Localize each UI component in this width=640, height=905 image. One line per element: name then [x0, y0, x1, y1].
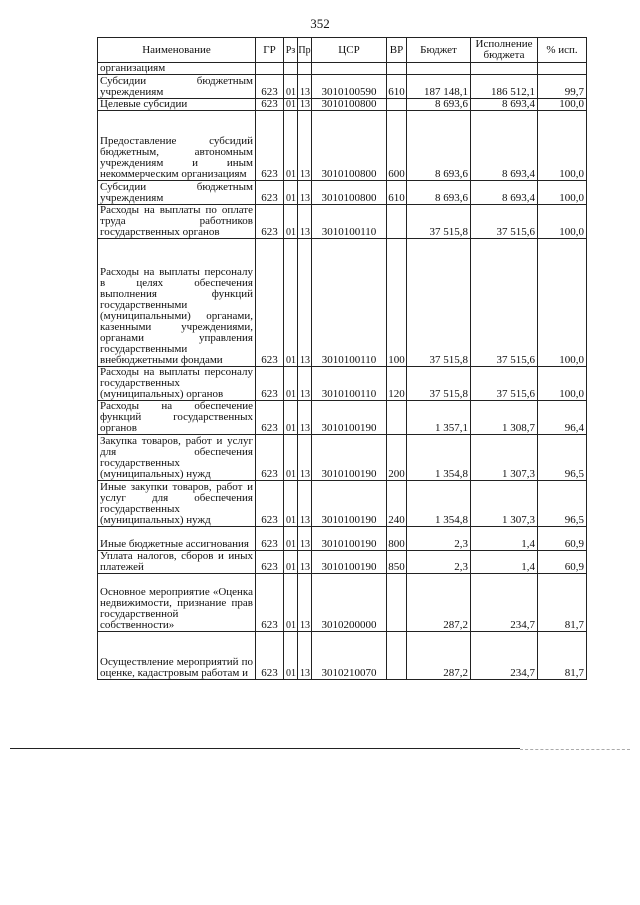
budget-table	[97, 37, 587, 680]
bottom-rule	[10, 748, 520, 749]
cell-name: Предоставление субсидий бюджетным, автономным учреждениям и иным некоммерческим организациям	[98, 111, 256, 181]
cell-execution: 8 693,4	[471, 99, 538, 111]
cell-vr	[387, 63, 407, 75]
cell-csr: 3010100800	[312, 181, 387, 205]
cell-gr: 623	[256, 435, 284, 481]
table-row	[98, 75, 587, 99]
header-name: Наименование	[98, 38, 256, 63]
table-row	[98, 574, 587, 632]
cell-name: Расходы на выплаты персоналу в целях обеспечения выполнения функций государственными (муниципальными) органами, казенными учреждениями, органами управления государственными внебюджетными фондами	[98, 239, 256, 367]
cell-pr: 13	[298, 551, 312, 574]
cell-execution: 8 693,4	[471, 111, 538, 181]
cell-csr: 3010100110	[312, 239, 387, 367]
cell-budget: 37 515,8	[407, 205, 471, 239]
cell-rz: 01	[284, 574, 298, 632]
cell-vr: 240	[387, 481, 407, 527]
cell-percent: 60,9	[538, 527, 587, 551]
cell-name: Основное мероприятие «Оценка недвижимости, признание прав государственной собственности»	[98, 574, 256, 632]
header-gr: ГР	[256, 38, 284, 63]
cell-gr: 623	[256, 205, 284, 239]
cell-csr: 3010100800	[312, 99, 387, 111]
table-row	[98, 481, 587, 527]
cell-name: Расходы на выплаты персоналу государственных (муниципальных) органов	[98, 367, 256, 401]
cell-vr: 100	[387, 239, 407, 367]
cell-budget: 2,3	[407, 551, 471, 574]
cell-pr: 13	[298, 239, 312, 367]
cell-gr: 623	[256, 481, 284, 527]
cell-vr	[387, 632, 407, 680]
header-vr: ВР	[387, 38, 407, 63]
cell-execution: 1 307,3	[471, 481, 538, 527]
cell-percent	[538, 63, 587, 75]
cell-pr: 13	[298, 435, 312, 481]
cell-execution: 234,7	[471, 632, 538, 680]
table-row	[98, 527, 587, 551]
cell-budget: 37 515,8	[407, 239, 471, 367]
cell-name: Субсидии бюджетным учреждениям	[98, 181, 256, 205]
cell-rz: 01	[284, 632, 298, 680]
cell-gr: 623	[256, 551, 284, 574]
cell-percent: 81,7	[538, 574, 587, 632]
cell-budget: 1 357,1	[407, 401, 471, 435]
cell-rz: 01	[284, 75, 298, 99]
cell-gr: 623	[256, 574, 284, 632]
cell-percent: 96,5	[538, 435, 587, 481]
cell-name: Иные бюджетные ассигнования	[98, 527, 256, 551]
cell-name: Расходы на выплаты по оплате труда работников государственных органов	[98, 205, 256, 239]
cell-csr: 3010100110	[312, 367, 387, 401]
cell-percent: 100,0	[538, 205, 587, 239]
cell-execution: 37 515,6	[471, 367, 538, 401]
cell-pr: 13	[298, 367, 312, 401]
cell-percent: 81,7	[538, 632, 587, 680]
cell-pr: 13	[298, 632, 312, 680]
cell-gr: 623	[256, 632, 284, 680]
cell-budget: 1 354,8	[407, 481, 471, 527]
cell-budget: 287,2	[407, 574, 471, 632]
table-row	[98, 401, 587, 435]
table-row	[98, 111, 587, 181]
cell-execution: 37 515,6	[471, 205, 538, 239]
cell-csr: 3010210070	[312, 632, 387, 680]
cell-percent: 60,9	[538, 551, 587, 574]
cell-execution: 1,4	[471, 527, 538, 551]
cell-rz: 01	[284, 551, 298, 574]
cell-execution: 186 512,1	[471, 75, 538, 99]
cell-pr: 13	[298, 527, 312, 551]
cell-budget: 187 148,1	[407, 75, 471, 99]
cell-execution: 1 308,7	[471, 401, 538, 435]
cell-vr	[387, 205, 407, 239]
table-row	[98, 367, 587, 401]
cell-name: организациям	[98, 63, 256, 75]
cell-budget	[407, 63, 471, 75]
bottom-rule-faint	[520, 749, 630, 750]
cell-vr: 850	[387, 551, 407, 574]
cell-vr: 200	[387, 435, 407, 481]
cell-percent: 99,7	[538, 75, 587, 99]
cell-percent: 100,0	[538, 111, 587, 181]
cell-percent: 100,0	[538, 367, 587, 401]
cell-gr: 623	[256, 367, 284, 401]
cell-csr: 3010100190	[312, 481, 387, 527]
cell-name: Расходы на обеспечение функций государственных органов	[98, 401, 256, 435]
cell-rz: 01	[284, 205, 298, 239]
cell-csr: 3010100190	[312, 527, 387, 551]
cell-gr: 623	[256, 239, 284, 367]
cell-name: Уплата налогов, сборов и иных платежей	[98, 551, 256, 574]
cell-gr: 623	[256, 401, 284, 435]
cell-csr: 3010100800	[312, 111, 387, 181]
cell-rz	[284, 63, 298, 75]
cell-percent: 100,0	[538, 181, 587, 205]
cell-budget: 8 693,6	[407, 99, 471, 111]
table-row	[98, 181, 587, 205]
cell-rz: 01	[284, 527, 298, 551]
cell-pr: 13	[298, 481, 312, 527]
table-header-row	[98, 38, 587, 63]
cell-execution: 1 307,3	[471, 435, 538, 481]
header-percent: % исп.	[538, 38, 587, 63]
cell-percent: 100,0	[538, 99, 587, 111]
cell-budget: 2,3	[407, 527, 471, 551]
cell-rz: 01	[284, 481, 298, 527]
cell-percent: 96,5	[538, 481, 587, 527]
header-budget: Бюджет	[407, 38, 471, 63]
table-row	[98, 435, 587, 481]
table-row	[98, 63, 587, 75]
cell-csr: 3010100110	[312, 205, 387, 239]
cell-execution: 234,7	[471, 574, 538, 632]
cell-budget: 287,2	[407, 632, 471, 680]
cell-csr: 3010200000	[312, 574, 387, 632]
cell-budget: 37 515,8	[407, 367, 471, 401]
cell-csr: 3010100190	[312, 401, 387, 435]
cell-budget: 1 354,8	[407, 435, 471, 481]
cell-name: Субсидии бюджетным учреждениям	[98, 75, 256, 99]
cell-budget: 8 693,6	[407, 111, 471, 181]
table-row	[98, 239, 587, 367]
cell-execution: 1,4	[471, 551, 538, 574]
cell-percent: 96,4	[538, 401, 587, 435]
cell-execution: 37 515,6	[471, 239, 538, 367]
cell-budget: 8 693,6	[407, 181, 471, 205]
cell-pr: 13	[298, 401, 312, 435]
header-csr: ЦСР	[312, 38, 387, 63]
cell-gr: 623	[256, 99, 284, 111]
header-rz: Рз	[284, 38, 298, 63]
cell-gr	[256, 63, 284, 75]
cell-rz: 01	[284, 435, 298, 481]
cell-rz: 01	[284, 239, 298, 367]
cell-gr: 623	[256, 75, 284, 99]
cell-rz: 01	[284, 111, 298, 181]
table-row	[98, 99, 587, 111]
cell-vr	[387, 401, 407, 435]
page-number: 352	[310, 16, 330, 31]
cell-pr: 13	[298, 181, 312, 205]
cell-vr: 610	[387, 181, 407, 205]
cell-vr: 800	[387, 527, 407, 551]
header-pr: Пр	[298, 38, 312, 63]
cell-rz: 01	[284, 181, 298, 205]
cell-name: Осуществление мероприятий по оценке, кадастровым работам и	[98, 632, 256, 680]
cell-csr	[312, 63, 387, 75]
cell-name: Иные закупки товаров, работ и услуг для обеспечения государственных (муниципальных) нужд	[98, 481, 256, 527]
table-body	[98, 63, 587, 680]
cell-csr: 3010100590	[312, 75, 387, 99]
cell-rz: 01	[284, 401, 298, 435]
cell-pr: 13	[298, 111, 312, 181]
cell-vr: 600	[387, 111, 407, 181]
cell-vr: 120	[387, 367, 407, 401]
cell-execution: 8 693,4	[471, 181, 538, 205]
cell-name: Закупка товаров, работ и услуг для обеспечения государственных (муниципальных) нужд	[98, 435, 256, 481]
cell-pr: 13	[298, 75, 312, 99]
cell-csr: 3010100190	[312, 435, 387, 481]
cell-gr: 623	[256, 111, 284, 181]
cell-percent: 100,0	[538, 239, 587, 367]
cell-gr: 623	[256, 527, 284, 551]
table-row	[98, 551, 587, 574]
cell-vr	[387, 99, 407, 111]
table-row	[98, 205, 587, 239]
cell-csr: 3010100190	[312, 551, 387, 574]
cell-name: Целевые субсидии	[98, 99, 256, 111]
cell-pr: 13	[298, 574, 312, 632]
cell-rz: 01	[284, 367, 298, 401]
cell-pr: 13	[298, 205, 312, 239]
cell-gr: 623	[256, 181, 284, 205]
cell-execution	[471, 63, 538, 75]
table-row	[98, 632, 587, 680]
cell-pr: 13	[298, 99, 312, 111]
cell-vr: 610	[387, 75, 407, 99]
cell-pr	[298, 63, 312, 75]
cell-vr	[387, 574, 407, 632]
cell-rz: 01	[284, 99, 298, 111]
header-execution: Исполнение бюджета	[471, 38, 538, 63]
